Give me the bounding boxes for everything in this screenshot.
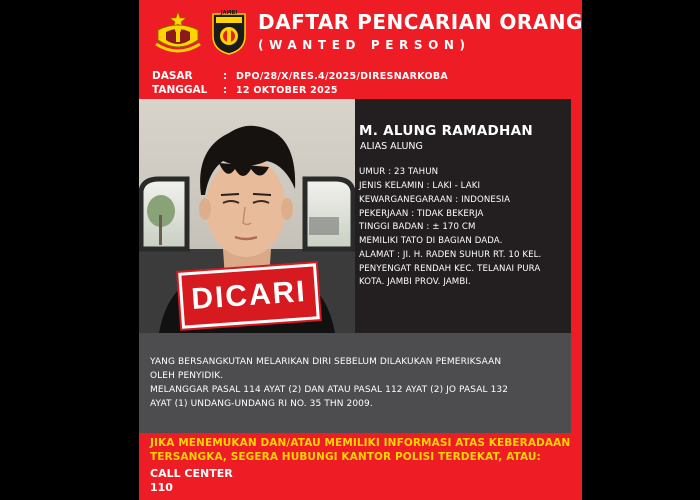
- person-name: M. ALUNG RAMADHAN: [359, 123, 533, 139]
- dicari-stamp: [178, 263, 320, 328]
- notice-line: OLEH PENYIDIK.: [150, 371, 224, 381]
- meta-dasar-value: DPO/28/X/RES.4/2025/DIRESNARKOBA: [236, 71, 449, 82]
- detail-tattoo: MEMILIKI TATO DI BAGIAN DADA.: [359, 236, 503, 246]
- meta-tanggal-value: 12 OKTOBER 2025: [236, 85, 338, 96]
- badge-text: JAMBI: [220, 10, 238, 16]
- meta-tanggal: [152, 84, 338, 96]
- person-info-panel: [355, 99, 571, 333]
- detail-address-2: PENYENGAT RENDAH KEC. TELANAI PURA: [359, 264, 541, 274]
- meta-dasar-label: DASAR: [152, 70, 193, 82]
- meta-tanggal-label: TANGGAL: [152, 84, 208, 96]
- detail-occupation: PEKERJAAN : TIDAK BEKERJA: [359, 209, 484, 219]
- polri-emblem-icon: [154, 10, 202, 56]
- detail-sex: JENIS KELAMIN : LAKI - LAKI: [359, 181, 481, 191]
- detail-address-3: KOTA. JAMBI PROV. JAMBI.: [359, 277, 471, 287]
- notice-panel: [139, 333, 571, 433]
- notice-line: AYAT (1) UNDANG-UNDANG RI NO. 35 THN 2009.: [150, 399, 373, 409]
- call-center-label: CALL CENTER: [150, 467, 233, 480]
- warning-line: TERSANGKA, SEGERA HUBUNGI KANTOR POLISI TERDEKAT, ATAU:: [150, 451, 541, 463]
- warning-line: JIKA MENEMUKAN DAN/ATAU MEMILIKI INFORMASI ATAS KEBERADAAN: [150, 437, 571, 449]
- meta-separator: :: [223, 70, 228, 82]
- detail-nationality: KEWARGANEGARAAN : INDONESIA: [359, 195, 511, 205]
- detail-height: TINGGI BADAN : ± 170 CM: [359, 222, 476, 232]
- page-subtitle: (WANTED PERSON): [258, 38, 471, 52]
- person-alias: ALIAS ALUNG: [360, 141, 423, 152]
- page-title: DAFTAR PENCARIAN ORANG: [258, 10, 583, 34]
- meta-dasar: [152, 70, 448, 82]
- call-center-number: 110: [150, 481, 173, 494]
- dicari-stamp-label: DICARI: [190, 275, 308, 316]
- detail-age: UMUR : 23 TAHUN: [359, 167, 439, 177]
- detail-address-1: ALAMAT : JI. H. RADEN SUHUR RT. 10 KEL.: [359, 250, 542, 260]
- notice-line: YANG BERSANGKUTAN MELARIKAN DIRI SEBELUM DILAKUKAN PEMERIKSAAN: [150, 357, 502, 367]
- notice-line: MELANGGAR PASAL 114 AYAT (2) DAN ATAU PASAL 112 AYAT (2) JO PASAL 132: [150, 385, 509, 395]
- meta-separator: :: [223, 84, 228, 96]
